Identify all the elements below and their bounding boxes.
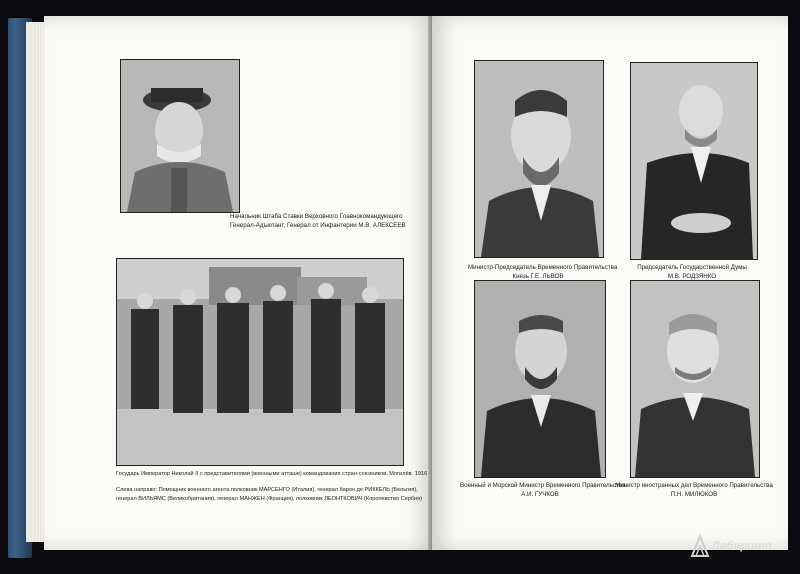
portrait-lvov-caption: [468, 264, 618, 281]
portrait-milyukov: [630, 280, 760, 478]
group-photo-caption: [116, 470, 428, 479]
group-photo-caption-detail: [116, 486, 423, 503]
portrait-rodzyanko-caption: [624, 264, 760, 281]
labirint-logo-text: Лабиринт: [712, 540, 772, 552]
portrait-lvov: [474, 60, 604, 258]
caption-line: Председатель Государственной Думы: [637, 264, 747, 271]
caption-line: М.В. РОДЗЯНКО: [667, 272, 717, 280]
portrait-milyukov-caption: [614, 482, 774, 499]
group-photo-allied-attaches: [116, 258, 404, 466]
caption-line: П.Н. МИЛЮКОВ: [670, 490, 718, 498]
caption-line: Министр-Председатель Временного Правительства: [468, 264, 618, 271]
caption-line: Князь Г.Е. ЛЬВОВ: [512, 272, 564, 280]
portrait-guchkov-caption: [460, 482, 626, 499]
portrait-alekseev: [120, 59, 240, 213]
caption-main-line: Государь Император Николай II с представителями (военными атташе) командования стран-союзников. Могилёв. 1916: [116, 471, 428, 477]
portrait-rodzyanko: [630, 62, 758, 260]
caption-line: Слева направо: Помощник военного агента полковник МАРСЕНГО (Италия), генерал барон де РИККЕЛЬ (Бельгия),: [116, 487, 418, 493]
portrait-alekseev-caption: [230, 213, 406, 230]
left-page: [44, 16, 432, 550]
caption-line: Генерал-Адъютант, Генерал от Инфантерии М.В. АЛЕКСЕЕВ: [230, 221, 406, 229]
caption-line: А.И. ГУЧКОВ: [521, 490, 559, 498]
caption-line: Министр иностранных дел Временного Правительства: [615, 482, 773, 489]
caption-line: Военный и Морской Министр Временного Правительства: [460, 482, 626, 489]
caption-line: Начальник Штаба Ставки Верховного Главнокомандующего: [230, 213, 403, 220]
portrait-guchkov: [474, 280, 606, 478]
right-page: [432, 16, 788, 550]
caption-line: генерал ВИЛЬЯМС (Великобритания), генерал МАНЖЕН (Франция), полковник ЛЕОНТКОВИЧ (Королевство Сербия): [116, 495, 423, 502]
